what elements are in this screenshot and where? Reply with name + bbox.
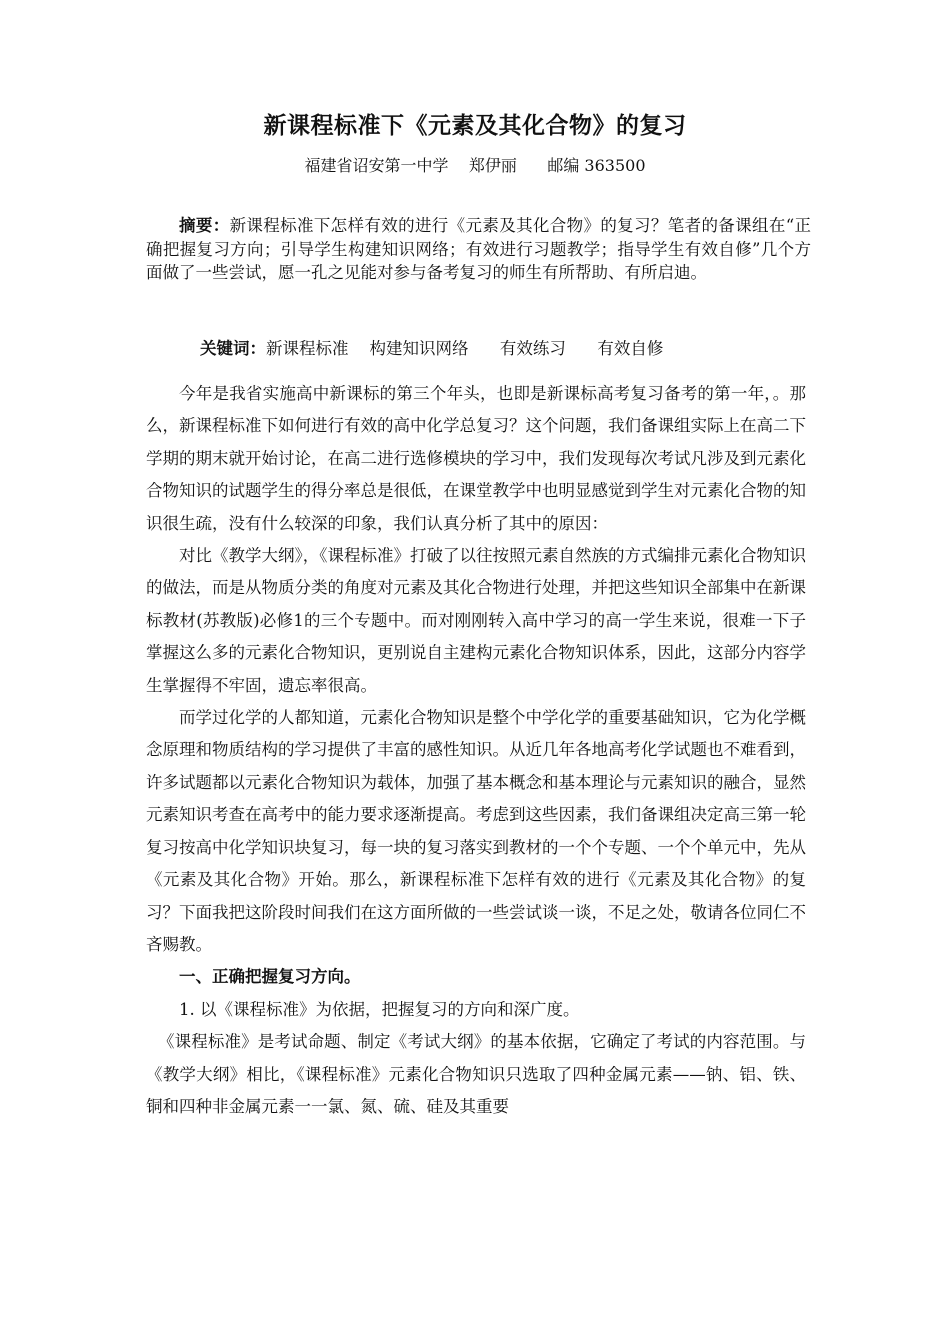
subsection-heading: 1. 以《课程标准》为依据，把握复习的方向和深广度。 bbox=[179, 999, 580, 1019]
body-paragraph: 今年是我省实施高中新课标的第三个年头，也即是新课标高考复习备考的第一年，。那么，新课程标准下如何进行有效的高中化学总复习？这个问题，我们备课组实际上在高二下学期的期末就开始讨论，在高二进行选修模块的学习中，我们发现每次考试凡涉及到元素化合物知识的试题学生的得分率总是很低，在课堂教学中也明显感觉到学生对元素化合物的知识很生疏，没有什么较深的印象，我们认真分析了其中的原因： bbox=[146, 384, 806, 533]
body-paragraph: 《课程标准》是考试命题、制定《考试大纲》的基本依据，它确定了考试的内容范围。与《教学大纲》相比，《课程标准》元素化合物知识只选取了四种金属元素——钠、铝、铁、铜和四种非金属元素一一氯、氮、硫、硅及其重要 bbox=[146, 1032, 806, 1116]
body-paragraph: 而学过化学的人都知道，元素化合物知识是整个中学化学的重要基础知识，它为化学概念原理和物质结构的学习提供了丰富的感性知识。从近几年各地高考化学试题也不难看到，许多试题都以元素化合物知识为载体，加强了基本概念和基本理论与元素知识的融合，显然元素知识考查在高考中的能力要求逐渐提高。考虑到这些因素，我们备课组决定高三第一轮复习按高中化学知识块复习，每一块的复习落实到教材的一个个专题、一个个单元中，先从《元素及其化合物》开始。那么，新课程标准下怎样有效的进行《元素及其化合物》的复习？下面我把这阶段时间我们在这方面所做的一些尝试谈一谈，不足之处，敬请各位同仁不吝赐教。 bbox=[146, 708, 806, 954]
document-body bbox=[146, 378, 806, 1123]
keywords-label: 关键词： bbox=[199, 339, 266, 358]
abstract-text: 新课程标准下怎样有效的进行《元素及其化合物》的复习？笔者的备课组在“正确把握复习方向；引导学生构建知识网络；有效进行习题教学；指导学生有效自修”几个方面做了一些尝试，愿一孔之见能对参与备考复习的师生有所帮助、有所启迪。 bbox=[146, 216, 812, 283]
section-heading: 一、正确把握复习方向。 bbox=[179, 967, 361, 987]
abstract-block bbox=[146, 214, 811, 285]
abstract-label: 摘要： bbox=[179, 216, 230, 235]
keywords-block bbox=[179, 313, 663, 385]
author-byline: 福建省诏安第一中学 郑伊丽 邮编 363500 bbox=[304, 156, 646, 175]
document-title: 新课程标准下《元素及其化合物》的复习 bbox=[263, 113, 687, 139]
keywords-text: 新课程标准 构建知识网络 有效练习 有效自修 bbox=[265, 339, 664, 358]
body-paragraph: 对比《教学大纲》，《课程标准》打破了以往按照元素自然族的方式编排元素化合物知识的做法，而是从物质分类的角度对元素及其化合物进行处理，并把这些知识全部集中在新课标教材(苏教版)必修1的三个专题中。而对刚刚转入高中学习的高一学生来说，很难一下子掌握这么多的元素化合物知识，更别说自主建构元素化合物知识体系，因此，这部分内容学生掌握得不牢固，遗忘率很高。 bbox=[146, 546, 806, 695]
